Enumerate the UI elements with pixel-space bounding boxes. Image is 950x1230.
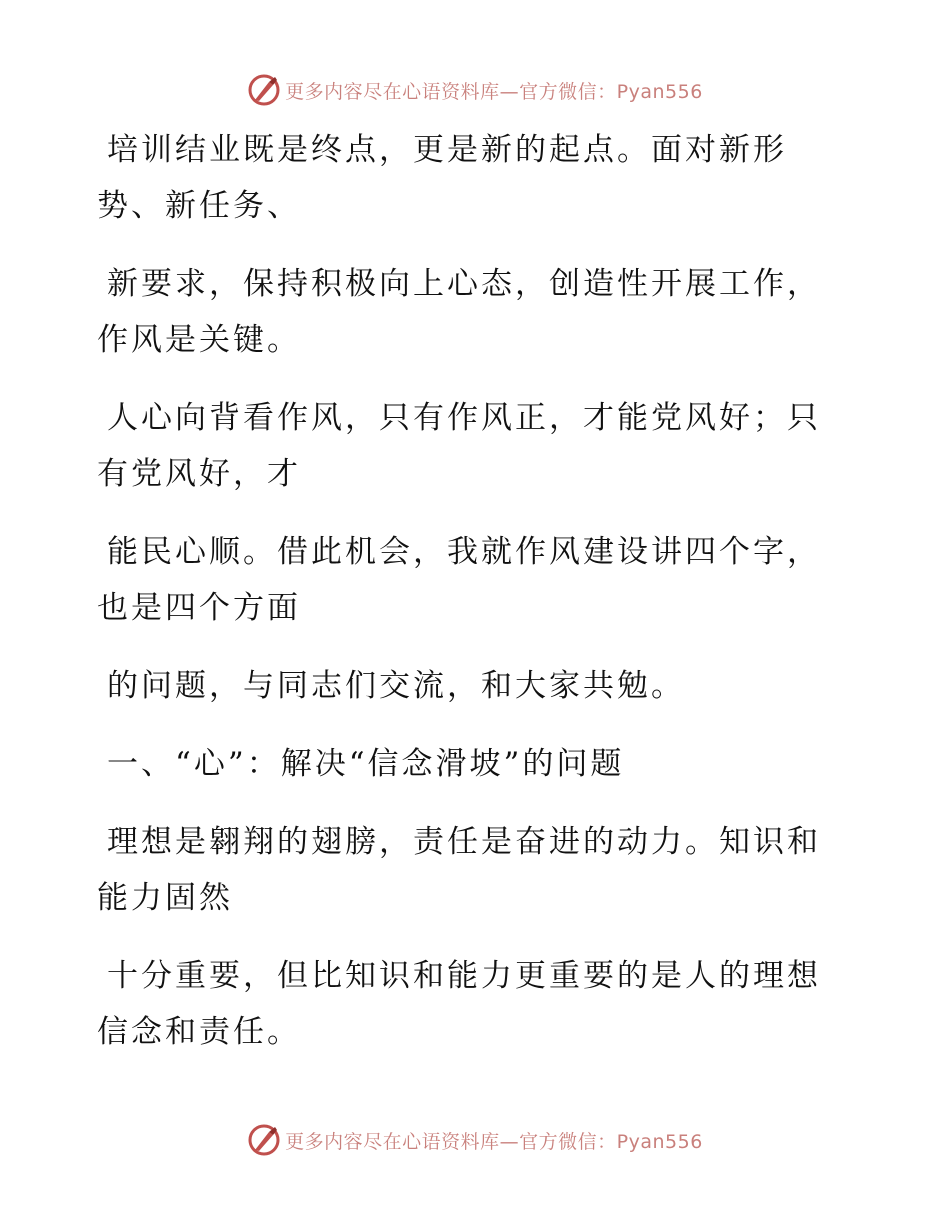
paragraph-3 [97, 390, 837, 502]
paragraph-5 [97, 658, 837, 714]
paragraph-line: 势、新任务、 [97, 188, 301, 224]
paragraph-line: 能民心顺。借此机会，我就作风建设讲四个字， [107, 534, 821, 570]
paragraph-line: 人心向背看作风，只有作风正，才能党风好；只 [107, 400, 821, 436]
footer-banner [0, 1120, 950, 1160]
paragraph-1 [97, 122, 837, 234]
header-banner-text: 更多内容尽在心语资料库—官方微信：Pyan556 [285, 80, 703, 103]
heading-line: 一、“心”：解决“信念滑坡”的问题 [107, 746, 625, 782]
footer-banner-text: 更多内容尽在心语资料库—官方微信：Pyan556 [285, 1130, 703, 1153]
paragraph-2 [97, 256, 837, 368]
paragraph-line: 的问题，与同志们交流，和大家共勉。 [107, 668, 685, 704]
paragraph-line: 有党风好，才 [97, 456, 301, 492]
paragraph-line: 也是四个方面 [97, 590, 301, 626]
paragraph-4 [97, 524, 837, 636]
paragraph-line: 理想是翱翔的翅膀，责任是奋进的动力。知识和 [107, 824, 821, 860]
paragraph-8 [97, 948, 837, 1060]
document-body [97, 122, 837, 1082]
paragraph-line: 培训结业既是终点，更是新的起点。面对新形 [107, 132, 787, 168]
paragraph-line: 能力固然 [97, 880, 233, 916]
paragraph-line: 十分重要，但比知识和能力更重要的是人的理想 [107, 958, 821, 994]
paragraph-line: 作风是关键。 [97, 322, 301, 358]
paragraph-line: 新要求，保持积极向上心态，创造性开展工作， [107, 266, 821, 302]
paragraph-line: 信念和责任。 [97, 1014, 301, 1050]
section-heading [97, 736, 837, 792]
quill-logo-icon [247, 73, 281, 107]
quill-logo-icon [247, 1123, 281, 1157]
paragraph-7 [97, 814, 837, 926]
header-banner [0, 70, 950, 110]
